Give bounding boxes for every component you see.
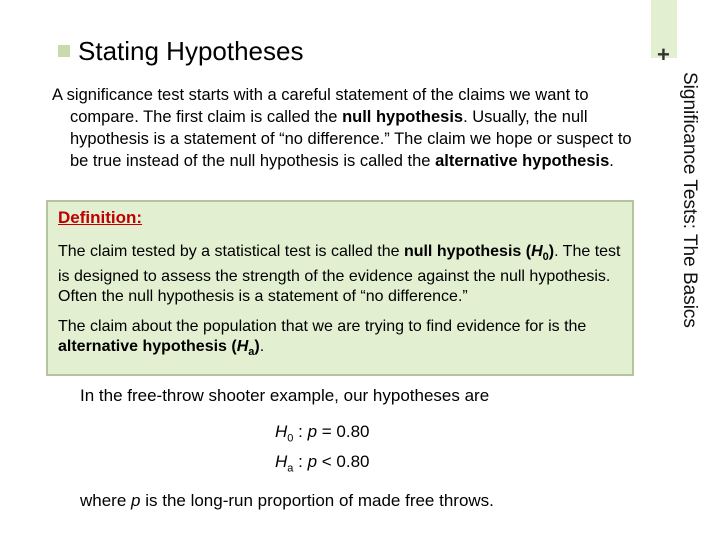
where-b: is the long-run proportion of made free throws.	[140, 490, 494, 510]
h0-value: = 0.80	[317, 422, 370, 441]
def-alt-subscript: a	[248, 346, 255, 359]
h0-p: p	[307, 422, 318, 441]
where-a: where	[80, 490, 132, 510]
def-alt-symbol: H	[236, 338, 249, 356]
alternative-hypothesis-term: alternative hypothesis	[435, 152, 610, 170]
alternative-hypothesis-statement	[80, 450, 640, 480]
def-null-subscript: 0	[542, 251, 549, 264]
intro-paragraph	[52, 84, 652, 172]
where-p: p	[131, 490, 141, 510]
definition-box	[46, 200, 634, 376]
slide-heading	[58, 36, 303, 66]
def-alt-text-b: .	[259, 338, 265, 356]
ha-symbol: H	[275, 452, 288, 472]
heading-text: Stating Hypotheses	[78, 36, 304, 66]
def-null-symbol: H	[531, 243, 543, 260]
h0-symbol: H	[275, 422, 288, 441]
definition-alternative	[58, 317, 622, 362]
def-null-term: null hypothesis	[403, 243, 522, 260]
plus-icon: +	[657, 42, 670, 67]
null-hypothesis-term: null hypothesis	[342, 108, 464, 126]
ha-value: < 0.80	[317, 452, 370, 472]
intro-text-1: A significance test starts with a careful statement of the claims we want to compare. The first claim is called the	[52, 86, 589, 126]
def-null-text-b: . The test is designed to assess the strength of the evidence against the null hypothesis. Often the null hypothesis is a statement of “no difference.”	[58, 243, 621, 306]
definition-null	[58, 242, 622, 307]
def-alt-sym-close: )	[254, 338, 260, 356]
intro-text-3: .	[609, 152, 614, 170]
def-null-text-a: The claim tested by a statistical test is called the	[58, 243, 404, 260]
null-hypothesis-statement	[80, 420, 640, 450]
example-where	[80, 489, 640, 513]
square-bullet-icon	[58, 45, 70, 57]
ha-sep: :	[293, 452, 308, 472]
def-alt-text-a: The claim about the population that we are trying to find evidence for is the	[58, 318, 587, 336]
def-null-sym-close: )	[548, 243, 555, 260]
example-block	[80, 384, 640, 513]
def-alt-term: alternative hypothesis	[58, 338, 227, 356]
definition-title: Definition:	[58, 208, 143, 227]
ha-subscript: a	[287, 462, 294, 475]
def-alt-sym-open: (	[226, 338, 237, 356]
side-title: Significance Tests: The Basics	[679, 72, 700, 328]
ha-p: p	[307, 452, 318, 472]
intro-text-2: . Usually, the null hypothesis is a statement of “no difference.” The claim we hope or suspect to be true instead of the null hypothesis is called the	[70, 108, 632, 170]
h0-sep: :	[293, 422, 308, 441]
example-intro: In the free-throw shooter example, our hypotheses are	[80, 386, 490, 405]
def-null-sym-open: (	[521, 243, 532, 260]
h0-subscript: 0	[287, 432, 294, 445]
